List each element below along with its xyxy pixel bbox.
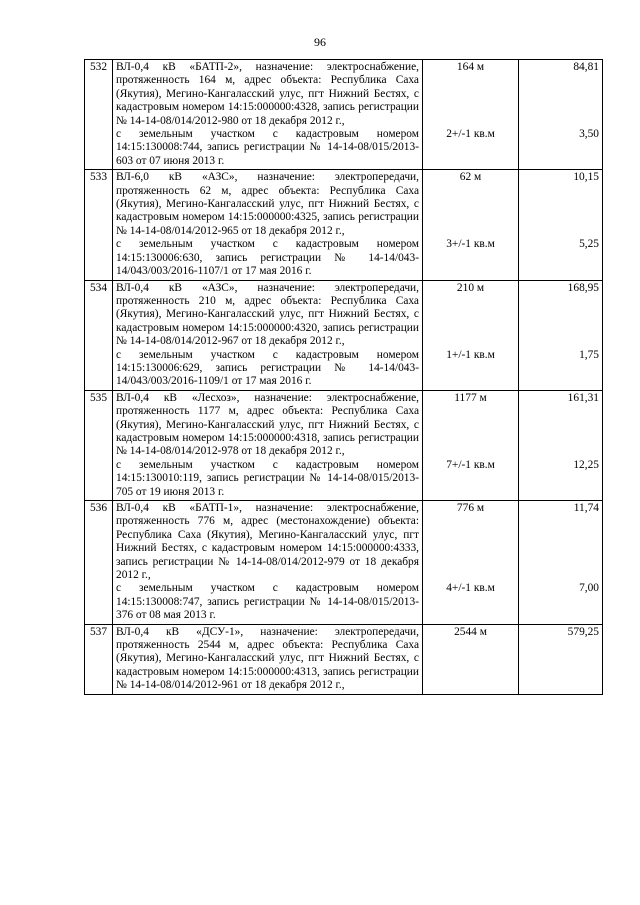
- object-main-text: ВЛ-6,0 кВ «АЗС», назначение: электропередачи, протяженность 62 м, адрес объекта: Республика Саха (Якутия), Мегино-Кангаласский улус, пгт Нижний Бестях, с кадастровым номером 14:15:000000:4325, запись регистрации № 14-14-08/014/2012-965 от 18 декабря 2012 г.,: [116, 171, 419, 237]
- object-length: 164 м: [456, 61, 485, 73]
- land-plot-value: 5,25: [579, 238, 599, 251]
- row-number: 532: [85, 60, 113, 170]
- value-cell: [519, 624, 603, 694]
- land-plot-value: 12,25: [573, 458, 599, 471]
- page-number: 96: [314, 35, 326, 49]
- object-value: 10,15: [573, 171, 599, 184]
- object-main-text: ВЛ-0,4 кВ «Лесхоз», назначение: электроснабжение, протяженность 1177 м, адрес объекта: Республика Саха (Якутия), Мегино-Кангаласский улус, пгт Нижний Бестях, с кадастровым номером 14:15:000000:4318, запись регистрации № 14-14-08/014/2012-978 от 18 декабря 2012 г.,: [116, 391, 419, 458]
- land-plot-value: 1,75: [579, 348, 599, 361]
- object-main-text: ВЛ-0,4 кВ «ДСУ-1», назначение: электропередачи, протяженность 2544 м, адрес объекта: Республика Саха (Якутия), Мегино-Кангаласский улус, пгт Нижний Бестях, с кадастровым номером 14:15:000000:4313, запись регистрации № 14-14-08/014/2012-961 от 18 декабря 2012 г.,: [116, 625, 419, 692]
- land-plot-value: 3,50: [579, 128, 599, 141]
- land-plot-area: 1+/-1 кв.м: [446, 348, 495, 361]
- table-row: [85, 280, 603, 390]
- quantity-cell: [423, 390, 519, 500]
- row-number: 534: [85, 280, 113, 390]
- quantity-cell: [423, 624, 519, 694]
- value-cell: [519, 390, 603, 500]
- object-description: [113, 624, 423, 694]
- land-plot-text: с земельным участком с кадастровым номером 14:15:130010:119, запись регистрации № 14-14-08/015/2013-705 от 19 июня 2013 г.: [116, 458, 419, 498]
- object-length: 776 м: [456, 502, 485, 514]
- land-plot-area: 3+/-1 кв.м: [446, 238, 495, 251]
- object-description: [113, 60, 423, 170]
- row-number: 536: [85, 501, 113, 625]
- quantity-cell: [423, 170, 519, 280]
- value-cell: [519, 501, 603, 625]
- value-cell: [519, 60, 603, 170]
- table-row: [85, 60, 603, 170]
- row-number: 537: [85, 624, 113, 694]
- value-cell: [519, 280, 603, 390]
- land-plot-text: с земельным участком с кадастровым номером 14:15:130006:629, запись регистрации № 14-14/043-14/043/003/2016-1109/1 от 17 мая 2016 г.: [116, 348, 419, 388]
- value-cell: [519, 170, 603, 280]
- object-value: 84,81: [573, 61, 599, 73]
- quantity-cell: [423, 280, 519, 390]
- registry-table: [84, 59, 603, 695]
- object-length: 2544 м: [454, 625, 487, 638]
- land-plot-text: с земельным участком с кадастровым номером 14:15:130008:744, запись регистрации № 14-14-08/015/2013-603 от 07 июня 2013 г.: [116, 128, 419, 167]
- land-plot-value: 7,00: [579, 582, 599, 595]
- row-number: 533: [85, 170, 113, 280]
- table-row: [85, 390, 603, 500]
- object-length: 1177 м: [454, 391, 487, 404]
- object-main-text: ВЛ-0,4 кВ «БАТП-1», назначение: электроснабжение, протяженность 776 м, адрес (местонахождение) объекта: Республика Саха (Якутия), Мегино-Кангаласский улус, пгт Нижний Бестях, с кадастровым номером 14:15:000000:4333, запись регистрации № 14-14-08/014/2012-979 от 18 декабря 2012 г.,: [116, 502, 419, 582]
- land-plot-area: 7+/-1 кв.м: [446, 458, 495, 471]
- object-value: 579,25: [567, 625, 599, 638]
- object-main-text: ВЛ-0,4 кВ «БАТП-2», назначение: электроснабжение, протяженность 164 м, адрес объекта: Республика Саха (Якутия), Мегино-Кангаласский улус, пгт Нижний Бестях, с кадастровым номером 14:15:000000:4328, запись регистрации № 14-14-08/014/2012-980 от 18 декабря 2012 г.,: [116, 61, 419, 127]
- table-row: [85, 170, 603, 280]
- object-value: 161,31: [567, 391, 599, 404]
- quantity-cell: [423, 501, 519, 625]
- row-number: 535: [85, 390, 113, 500]
- land-plot-text: с земельным участком с кадастровым номером 14:15:130006:630, запись регистрации № 14-14/043-14/043/003/2016-1107/1 от 17 мая 2016 г.: [116, 238, 419, 278]
- registry-table-body: [85, 60, 603, 695]
- object-description: [113, 390, 423, 500]
- quantity-cell: [423, 60, 519, 170]
- object-main-text: ВЛ-0,4 кВ «АЗС», назначение: электропередачи, протяженность 210 м, адрес объекта: Республика Саха (Якутия), Мегино-Кангаласский улус, пгт Нижний Бестях, с кадастровым номером 14:15:000000:4320, запись регистрации № 14-14-08/014/2012-967 от 18 декабря 2012 г.,: [116, 281, 419, 348]
- object-value: 168,95: [567, 281, 599, 294]
- land-plot-area: 2+/-1 кв.м: [446, 128, 495, 141]
- object-description: [113, 280, 423, 390]
- table-row: [85, 624, 603, 694]
- object-length: 210 м: [456, 281, 485, 294]
- object-value: 11,74: [573, 502, 599, 514]
- object-description: [113, 170, 423, 280]
- land-plot-area: 4+/-1 кв.м: [446, 582, 495, 595]
- object-description: [113, 501, 423, 625]
- object-length: 62 м: [459, 171, 482, 184]
- table-row: [85, 501, 603, 625]
- land-plot-text: с земельным участком с кадастровым номером 14:15:130008:747, запись регистрации № 14-14-08/015/2013-376 от 08 мая 2013 г.: [116, 582, 419, 622]
